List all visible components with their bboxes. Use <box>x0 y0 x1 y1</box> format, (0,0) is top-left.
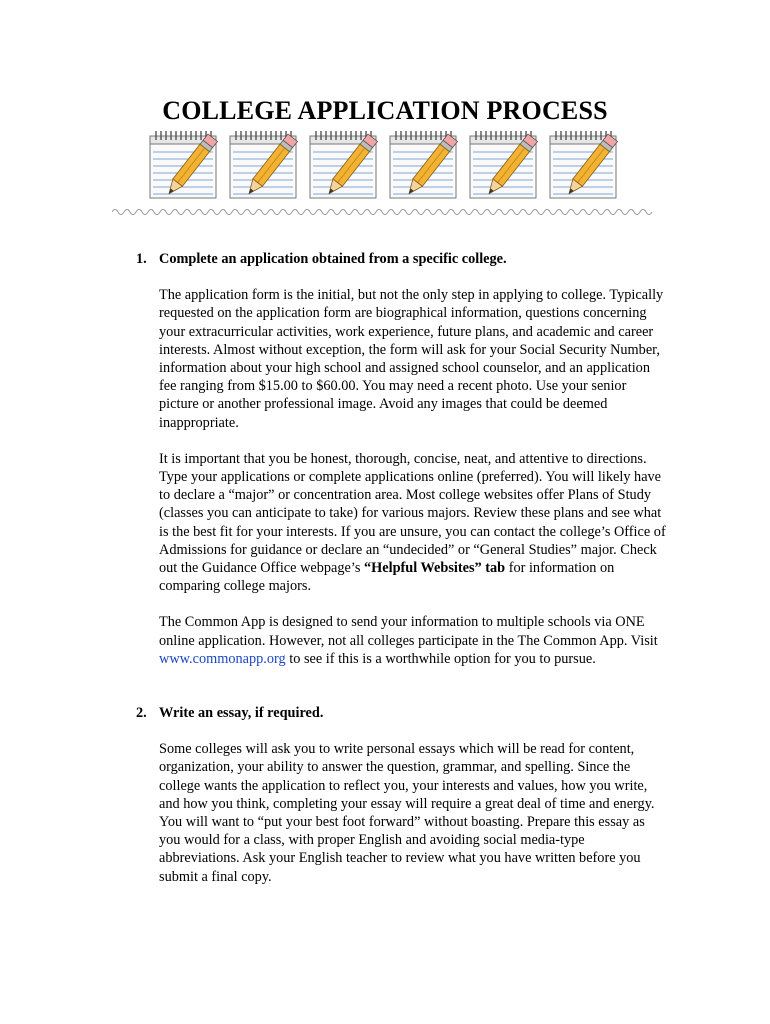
commonapp-link[interactable]: www.commonapp.org <box>159 650 286 667</box>
section-1-number: 1. <box>136 251 147 267</box>
helpful-websites-tab-reference: “Helpful Websites” tab <box>363 560 506 577</box>
paragraph-text: for information on comparing college majors. <box>159 560 615 595</box>
notepad-pencil-icon <box>550 131 617 198</box>
section-1-paragraph-3 <box>159 613 666 668</box>
section-2-paragraph-1: Some colleges will ask you to write personal essays which will be read for content, organization, your ability to answer the question, grammar, and spelling. Since the college wants the application to reflect you, your interests and values, how you write, and how you think, completing your essay will require a great deal of time and energy. You will want to “put your best foot forward” without boasting. Prepare this essay as you would for a class, with proper English and avoiding social media-type abbreviations. Ask your English teacher to review what you have written before you submit a final copy. <box>159 741 655 885</box>
notepad-pencil-icon <box>230 131 297 198</box>
section-1-paragraph-1: The application form is the initial, but not the only step in applying to college. Typically requested on the application form are biographical information, questions concerning your extracurricular activities, work experience, future plans, and academic and career interests. Almost without exception, the form will ask for your Social Security Number, information about your high school and assigned school counselor, and an application fee ranging from $15.00 to $60.00. You may need a recent photo. Use your senior picture or another professional image. Avoid any images that could be deemed inappropriate. <box>159 287 664 431</box>
notepad-pencil-icon <box>470 131 537 198</box>
section-1-paragraph-2 <box>159 450 666 596</box>
wavy-divider <box>112 206 660 216</box>
notepad-pencil-icon <box>310 131 377 198</box>
notepad-pencil-icon <box>390 131 457 198</box>
page-title: COLLEGE APPLICATION PROCESS <box>162 96 608 125</box>
section-1-heading <box>136 250 666 268</box>
paragraph-text: The Common App is designed to send your information to multiple schools via ONE online application. However, not all colleges participate in the The Common App. Visit <box>159 614 658 649</box>
document-body <box>136 250 666 886</box>
notepad-pencil-banner <box>148 128 623 208</box>
section-2-title: Write an essay, if required. <box>159 705 324 722</box>
notepad-pencil-icon <box>150 131 217 198</box>
section-2-heading <box>136 704 666 722</box>
section-1-title: Complete an application obtained from a specific college. <box>159 251 507 267</box>
section-2-number: 2. <box>136 705 147 722</box>
paragraph-text: It is important that you be honest, thorough, concise, neat, and attentive to directions. Type your applications or complete applications online (preferred). You will likely have to declare a “major” or concentration area. Most college websites offer Plans of Study (classes you can anticipate to take) for various majors. Review these plans and see what is the best fit for your interests. If you are unsure, you can contact the college’s Office of Admissions for guidance or declare an “undecided” or “General Studies” major. Check out the Guidance Office webpage’s <box>159 450 666 577</box>
paragraph-text: to see if this is a worthwhile option for you to pursue. <box>285 650 596 667</box>
